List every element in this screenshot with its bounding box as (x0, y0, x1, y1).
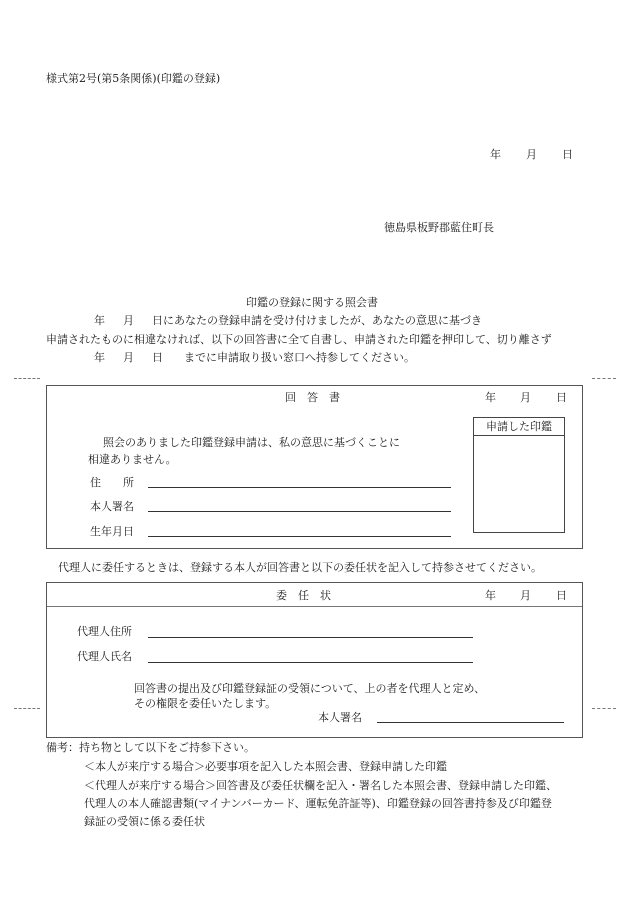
birthdate-label: 生年月日 (90, 525, 134, 538)
birthdate-field[interactable] (148, 536, 451, 537)
address-field[interactable] (148, 487, 451, 488)
remarks-line-3: 代理人の本人確認書類(マイナンバーカード、運転免許証等)、印鑑登録の回答書持参及び印鑑登 (84, 797, 552, 810)
reply-statement-line-2: 相違ありません。 (88, 453, 177, 466)
cut-line-right-top (592, 378, 616, 379)
proxy-name-label: 代理人氏名 (77, 650, 132, 663)
signature-field[interactable] (148, 511, 451, 512)
issuer: 徳島県板野郡藍住町長 (384, 221, 494, 234)
proxy-text-line-2: その権限を委任いたします。 (134, 697, 277, 710)
proxy-signature-label: 本人署名 (318, 711, 362, 724)
seal-stamp-area[interactable] (473, 417, 565, 533)
address-label: 住 所 (90, 476, 134, 489)
remarks-line-2: ＜代理人が来庁する場合＞回答書及び委任状欄を記入・署名した本照会書、登録申請した印鑑、 (84, 779, 557, 792)
reply-section: 回 答 書 年 月 日 申請した印鑑 照会のありました印鑑登録申請は、私の意思に基づくことに 相違ありません。 住 所 本人署名 生年月日 (46, 385, 583, 549)
proxy-title: 委 任 状 (276, 589, 331, 602)
cut-line-left-top (14, 378, 40, 379)
remarks-line-1: ＜本人が来庁する場合＞必要事項を記入した本照会書、登録申請した印鑑 (84, 760, 447, 773)
cut-line-left-bottom (14, 708, 40, 709)
inquiry-title: 印鑑の登録に関する照会書 (246, 296, 378, 309)
signature-label: 本人署名 (90, 500, 134, 513)
proxy-section: 委 任 状 年 月 日 代理人住所 代理人氏名 回答書の提出及び印鑑登録証の受領について、上の者を代理人と定め、 その権限を委任いたします。 本人署名 (46, 582, 583, 738)
proxy-header-divider (47, 606, 582, 607)
reply-title: 回 答 書 (285, 391, 340, 404)
proxy-address-label: 代理人住所 (77, 625, 132, 638)
reply-statement-line-1: 照会のありました印鑑登録申請は、私の意思に基づくことに (103, 436, 400, 449)
proxy-name-field[interactable] (148, 662, 473, 663)
cut-line-right-bottom (592, 708, 616, 709)
inquiry-line-2: 申請されたものに相違なければ、以下の回答書に全て自書し、申請された印鑑を押印して、切り離さず (46, 333, 552, 346)
proxy-address-field[interactable] (148, 637, 473, 638)
form-number: 様式第2号(第5条関係)(印鑑の登録) (46, 72, 221, 85)
seal-label: 申請した印鑑 (474, 418, 564, 436)
date-day: 日 (562, 148, 573, 161)
proxy-note: 代理人に委任するときは、登録する本人が回答書と以下の委任状を記入して持参させてください。 (58, 561, 542, 574)
remarks-line-4: 録証の受領に係る委任状 (84, 815, 205, 828)
date-month: 月 (526, 148, 537, 161)
proxy-signature-field[interactable] (377, 722, 564, 723)
remarks-heading: 備考：持ち物として以下をご持参下さい。 (46, 741, 255, 754)
proxy-text-line-1: 回答書の提出及び印鑑登録証の受領について、上の者を代理人と定め、 (134, 682, 486, 695)
date-year: 年 (490, 148, 501, 161)
